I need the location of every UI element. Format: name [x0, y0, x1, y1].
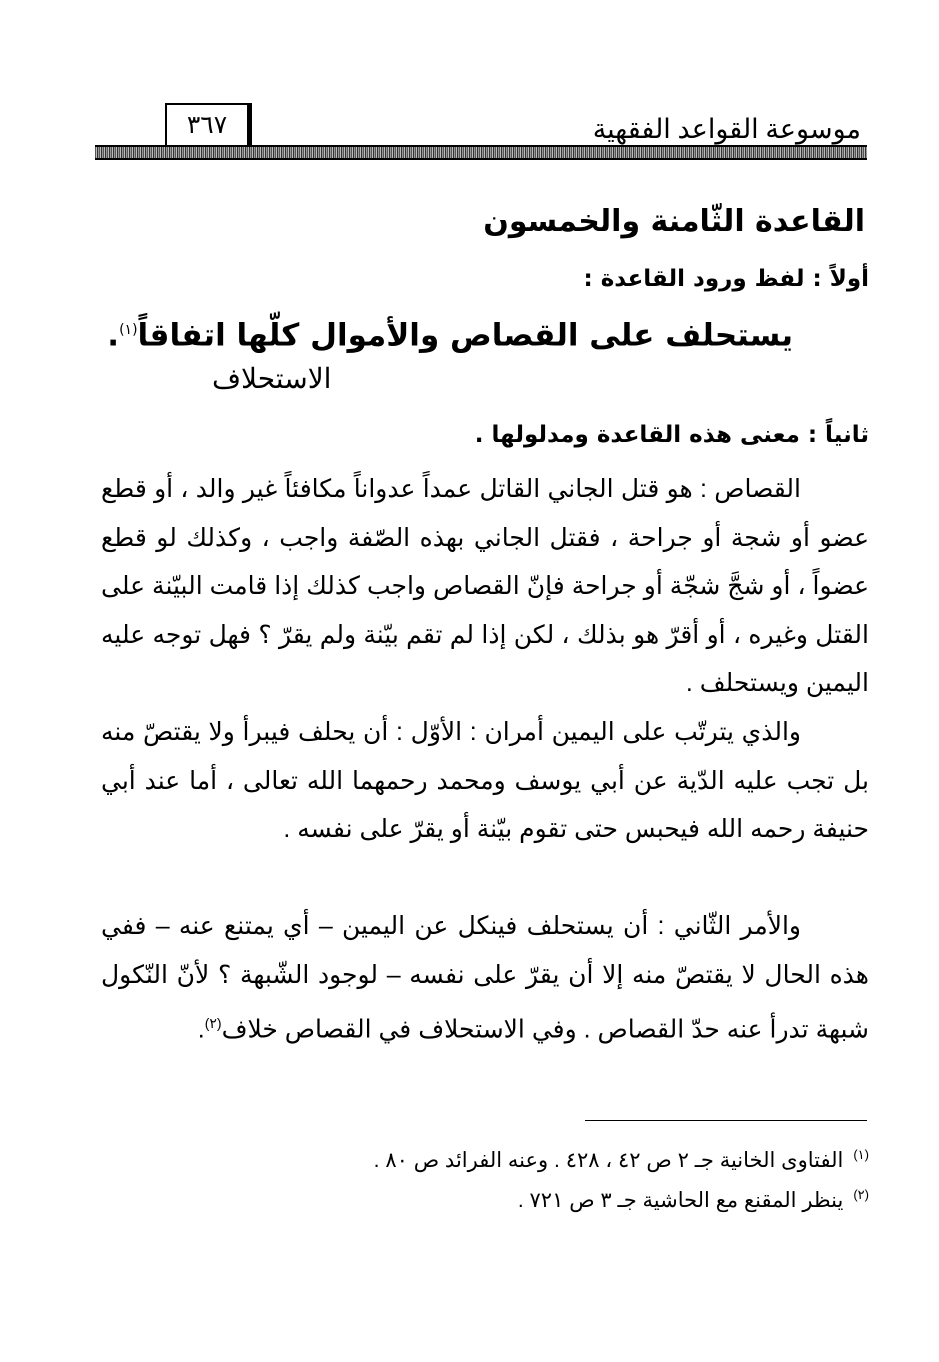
section-two-heading: ثانياً : معنى هذه القاعدة ومدلولها .: [474, 422, 869, 448]
rule-statement-end: .: [107, 317, 120, 354]
paragraph-first-outcome: والذي يترتّب على اليمين أمران : الأوّل : أن يحلف فيبرأ ولا يقتصّ منه بل تجب عليه الدّية عن أبي يوسف ومحمد رحمهما الله تعالى ، أما عند أبي حنيفة رحمه الله فيحبس حتى تقوم بيّنة أو يقرّ على نفسه .: [101, 718, 869, 843]
rule-heading: القاعدة الثّامنة والخمسون: [483, 204, 865, 239]
footnote-1-number: (١): [853, 1147, 869, 1162]
footnote-ref-2[interactable]: (٢): [204, 1015, 222, 1031]
footnote-2-number: (٢): [853, 1187, 869, 1202]
header-rule: [95, 145, 867, 160]
paragraph-second-outcome-end: .: [197, 1015, 205, 1044]
footnote-2: [518, 1180, 869, 1216]
footnote-2-text: ينظر المقنع مع الحاشية جـ ٣ ص ٧٢١ .: [517, 1189, 844, 1212]
rule-statement-text: يستحلف على القصاص والأموال كلّها اتفاقاً: [137, 317, 793, 354]
footnote-ref-1[interactable]: (١): [119, 322, 138, 338]
page-number: ٣٦٧: [165, 103, 252, 147]
margin-note: الاستحلاف: [212, 364, 332, 395]
footnote-1: [374, 1140, 869, 1176]
paragraph-qisas-definition: القصاص : هو قتل الجاني القاتل عمداً عدواناً مكافئاً غير والد ، أو قطع عضو أو شجة أو جراحة ، فقتل الجاني بهذه الصّفة واجب ، وكذلك لو قطع عضواً ، أو شجَّ شجّة أو جراحة فإنّ القصاص واجب كذلك إذا قامت البيّنة على القتل وغيره ، أو أقرّ هو بذلك ، لكن إذا لم تقم بيّنة ولم يقرّ ؟ فهل توجه عليه اليمين ويستحلف .: [101, 475, 869, 697]
footnote-1-text: الفتاوى الخانية جـ ٢ ص ٤٢ ، ٤٢٨ . وعنه الفرائد ص ٨٠ .: [373, 1149, 844, 1172]
paragraph-second-outcome: [101, 902, 869, 1054]
paragraph-second-outcome-text: والأمر الثّاني : أن يستحلف فينكل عن اليمين – أي يمتنع عنه – ففي هذه الحال لا يقتصّ منه إلا أن يقرّ على نفسه – لوجود الشّبهة ؟ لأنّ النّكول شبهة تدرأ عنه حدّ القصاص . وفي الاستحلاف في القصاص خلاف: [101, 912, 869, 1044]
footnote-separator: [585, 1120, 867, 1121]
running-header-title: موسوعة القواعد الفقهية: [592, 114, 861, 144]
section-one-heading: أولاً : لفظ ورود القاعدة :: [583, 266, 869, 292]
rule-statement: [107, 310, 793, 355]
